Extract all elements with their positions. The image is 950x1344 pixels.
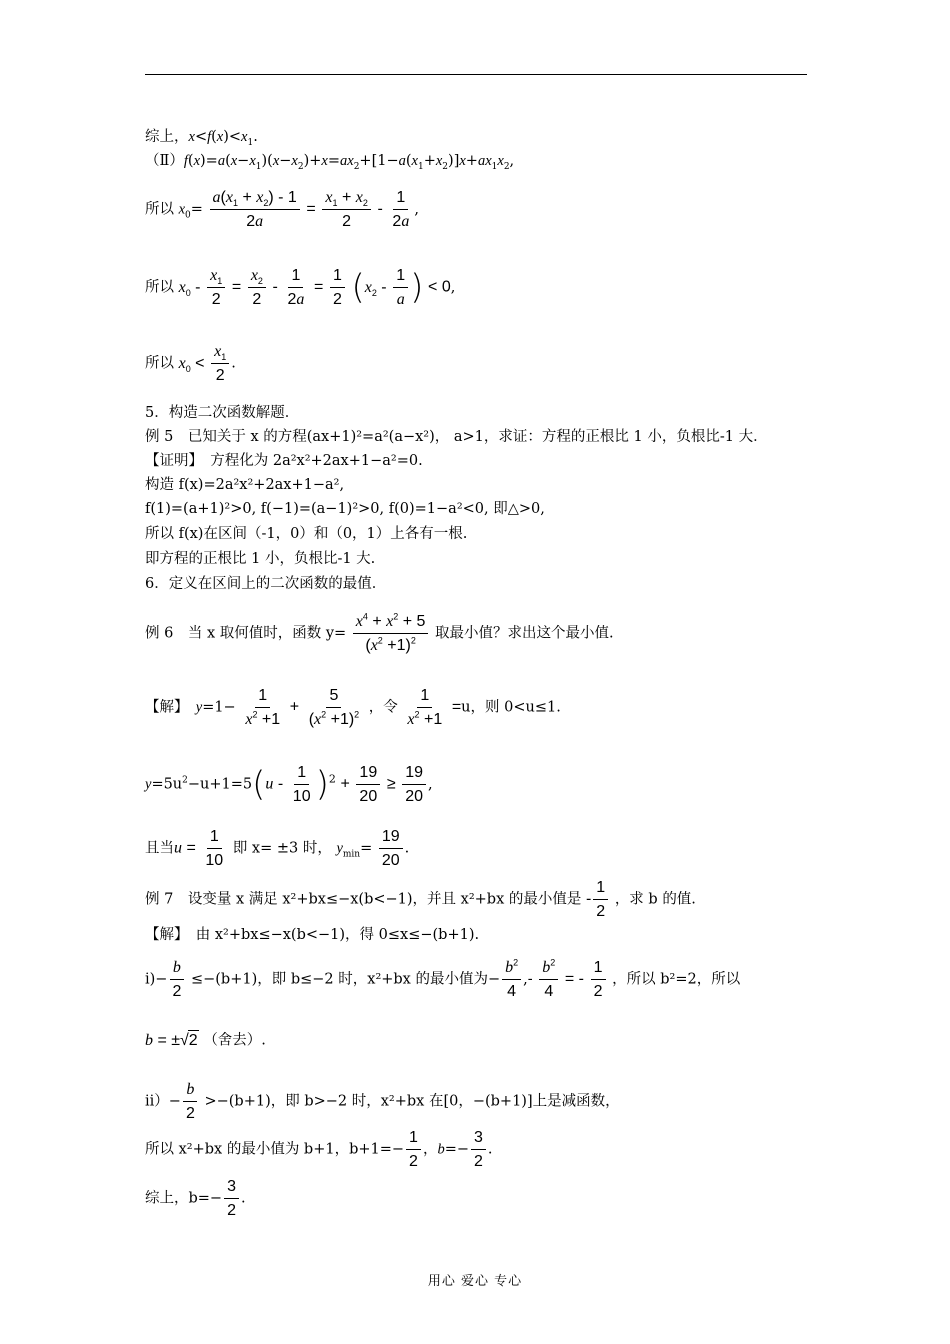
fraction: $\frac{b^2}{4}$ <box>502 958 521 1001</box>
fraction: $\frac{1}{x^2 +1}$ <box>407 687 443 728</box>
fraction: $\frac{1}{10}$ <box>292 764 311 805</box>
fraction: $\frac{1}{2}$ <box>406 1128 421 1171</box>
x0-difference-line: 所以 $x_0$ - $\frac{x_1}{2}$ = $\frac{x_2}{2}$ - $\frac{1}{2a}$ = $\frac{1}{2}$ ($x_2$ - $\frac{1}{a}$ ) < 0, <box>145 267 456 308</box>
fraction: $\frac{3}{2}$ <box>224 1177 239 1220</box>
fraction: $\frac{3}{2}$ <box>471 1128 486 1171</box>
example-5-proof: 【证明】 方程化为 2a²x²+2ax+1−a²=0. <box>145 453 423 469</box>
fraction: $\frac{19}{20}$ <box>356 763 380 806</box>
fraction: $\frac{x_1 + x_2}{2}$ <box>322 188 370 231</box>
fraction: $\frac{19}{20}$ <box>402 763 426 806</box>
fraction: $\frac{1}{a}$ <box>393 266 408 309</box>
fraction: $\frac{b}{2}$ <box>183 1080 198 1123</box>
fraction: $\frac{x_2}{2}$ <box>248 266 266 309</box>
solution-6-minimum: 且当u = $\frac{1}{10}$ 即 x= ±3 时， $y_{min}=$ $\frac{19}{20}$ . <box>145 828 410 869</box>
example-5: 例 5 已知关于 x 的方程(ax+1)²=a²(a−x²)， a>1，求证：方程的正根比 1 小，负根比-1 大． <box>145 429 768 445</box>
solution-6: 【解】 y=1− $\frac{1}{x^2 +1}$ + $\frac{5}{(x^2 +1)^2}$ ，令 $\frac{1}{x^2 +1}$ =u，则 0<u≤1. <box>145 687 561 728</box>
x0-formula-line: 所以 $x_0=$ $\frac{a(x_1 + x_2) - 1}{2a}$ = $\frac{x_1 + x_2}{2}$ - $\frac{1}{2a}$ , <box>145 189 419 230</box>
section-6-title: 6．定义在区间上的二次函数的最值． <box>145 576 387 592</box>
case-2-minimum: 所以 x²+bx 的最小值为 b+1，b+1=− $\frac{1}{2}$ ，b=− $\frac{3}{2}$ . <box>145 1129 493 1170</box>
page-footer: 用心 爱心 专心 <box>427 1274 523 1289</box>
fraction: $\frac{5}{(x^2 +1)^2}$ <box>308 687 360 728</box>
example-6: 例 6 当 x 取何值时，函数 y= $\frac{x^4 + x^2 + 5}{(x^2 +1)^2}$ 取最小值？求出这个最小值. <box>145 611 614 654</box>
fraction: $\frac{x_1}{2}$ <box>211 342 229 385</box>
fraction: $\frac{b}{2}$ <box>169 958 184 1001</box>
header-rule <box>145 74 807 75</box>
fraction: $\frac{a(x_1 + x_2) - 1}{2a}$ <box>210 188 300 231</box>
example-5-values: f(1)=(a+1)²>0, f(−1)=(a−1)²>0, f(0)=1−a²<0, 即△>0, <box>145 501 545 517</box>
summary-line: 综上，$x<f(x)<x_1$. <box>145 129 258 148</box>
example-5-roots: 所以 f(x)在区间（-1，0）和（0，1）上各有一根. <box>145 526 468 542</box>
fraction: $\frac{1}{2a}$ <box>392 189 410 230</box>
solution-6-quadratic: $y=5u^2-u+1=5(u$ - $\frac{1}{10}$ )$^2$ + $\frac{19}{20}$ ≥ $\frac{19}{20}$ , <box>145 764 433 805</box>
fraction: $\frac{1}{x^2 +1}$ <box>245 687 281 728</box>
example-7: 例 7 设变量 x 满足 x²+bx≤−x(b<−1)，并且 x²+bx 的最小值是 - $\frac{1}{2}$ ，求 b 的值. <box>145 879 696 920</box>
fraction: $\frac{x_1}{2}$ <box>207 266 225 309</box>
fraction: $\frac{1}{2}$ <box>591 958 606 1001</box>
case-1: ⅰ)− $\frac{b}{2}$ ≤−(b+1)，即 b≤−2 时，x²+bx 的最小值为− $\frac{b^2}{4}$ ,- $\frac{b^2}{4}$ = - $\frac{1}{2}$ ，所以 b²=2，所以 <box>145 957 741 1000</box>
x0-conclusion-line: 所以 $x_0$ < $\frac{x_1}{2}$ . <box>145 343 236 384</box>
fraction: $\frac{1}{2}$ <box>593 878 608 921</box>
section-5-title: 5．构造二次函数解题． <box>145 405 300 421</box>
final-answer: 综上，b=− $\frac{3}{2}$ . <box>145 1178 246 1219</box>
fraction: $\frac{19}{20}$ <box>379 827 403 870</box>
fraction: $\frac{1}{2}$ <box>330 266 345 309</box>
case-1-result: b = ±√2 （舍去）. <box>145 1032 266 1049</box>
fraction: $\frac{1}{2a}$ <box>287 267 305 308</box>
part-two-line: $(Ⅱ)f(x)=a(x-x_1)(x-x_2)+x=ax_2+[1-a(x_1+x_2)]x+ax_1x_2$, <box>145 153 515 172</box>
fraction: $\frac{b^2}{4}$ <box>539 958 558 1001</box>
fraction: $\frac{x^4 + x^2 + 5}{(x^2 +1)^2}$ <box>353 612 429 655</box>
fraction: $\frac{1}{10}$ <box>205 828 224 869</box>
case-2: ⅱ）− $\frac{b}{2}$ >−(b+1)，即 b>−2 时，x²+bx 在[0，−(b+1)]上是减函数， <box>145 1081 620 1122</box>
solution-7: 【解】 由 x²+bx≤−x(b<−1)，得 0≤x≤−(b+1). <box>145 927 480 943</box>
example-5-conclusion: 即方程的正根比 1 小，负根比-1 大. <box>145 551 376 567</box>
example-5-construct: 构造 f(x)=2a²x²+2ax+1−a², <box>145 477 345 493</box>
